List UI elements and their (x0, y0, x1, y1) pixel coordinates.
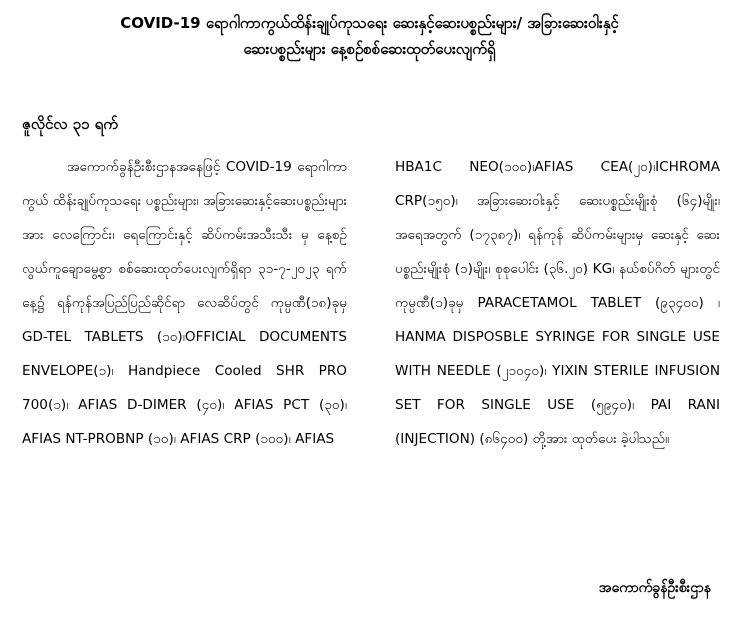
body-right-column: HBA1C NEO(၁၀၀)၊AFIAS CEA(၂၀)၊ICHROMA CRP(၁၅၀)၊ အခြားဆေးဝါးနှင့် ဆေးပစ္စည်းမျိုးစုံ (၆၄)မျိုး၊ အရေအတွက် (၁၇၃၈၇)၊ ရန်ကုန် ဆိပ်ကမ်းများမှ ဆေးနှင့် ဆေးပစ္စည်းမျိုးစုံ (၁)မျိုး၊ စုစုပေါင်း (၃၆.၂၀) KG၊ နယ်စပ်ဂိတ် များတွင် ကုမ္ပဏီ(၁)ခုမှ PARACETAMOL TABLET (၉၃၄၀၀) ၊ HANMA DISPOSBLE SYRINGE FOR SINGLE USE WITH NEEDLE (၂၁၀၄၀)၊ YIXIN STERILE INFUSION SET FOR SINGLE USE (၅၉၄၀)၊ PAI RANI (INJECTION) (၈၆၄၀၀) တို့အား ထုတ်ပေး ခဲ့ပါသည်။ (395, 159, 720, 447)
body-left-column: အကောက်ခွန်ဦးစီးဌာနအနေဖြင့် COVID-19 ရောဂါကာကွယ် ထိန်းချုပ်ကုသရေး ပစ္စည်းများ၊ အခြားဆေးနှင့်ဆေးပစ္စည်းများအား လေကြောင်း၊ ရေကြောင်းနှင့် ဆိပ်ကမ်းအသီးသီး မှ နေ့စဉ် လွယ်ကူချောမွေ့စွာ စစ်ဆေးထုတ်ပေးလျက်ရှိရာ ၃၁-၇-၂၀၂၃ ရက်နေ့၌ ရန်ကုန်အပြည်ပြည်ဆိုင်ရာ လေဆိပ်တွင် ကုမ္ပဏီ(၁၈)ခုမှ GD-TEL TABLETS (၁၀)၊OFFICIAL DOCUMENTS ENVELOPE(၁)၊ Handpiece Cooled SHR PRO 700(၁)၊ AFIAS D-DIMER (၄၀)၊ AFIAS PCT (၃၀)၊ AFIAS NT-PROBNP (၁၀)၊ AFIAS CRP (၁၀၀)၊ AFIAS (22, 159, 347, 447)
document-title (20, 10, 719, 62)
title-line-2: ဆေးပစ္စည်းများ နေ့စဉ်စစ်ဆေးထုတ်ပေးလျက်ရှိ (243, 40, 496, 58)
date-heading: ဇူလိုင်လ ၃၁ ရက် (22, 115, 118, 133)
title-line-1: COVID-19 ရောဂါကာကွယ်ထိန်းချုပ်ကုသရေး ဆေးနှင့်ဆေးပစ္စည်းများ/ အခြားဆေးဝါးနှင့် (120, 14, 619, 32)
signature: အကောက်ခွန်ဦးစီးဌာန (598, 580, 711, 596)
